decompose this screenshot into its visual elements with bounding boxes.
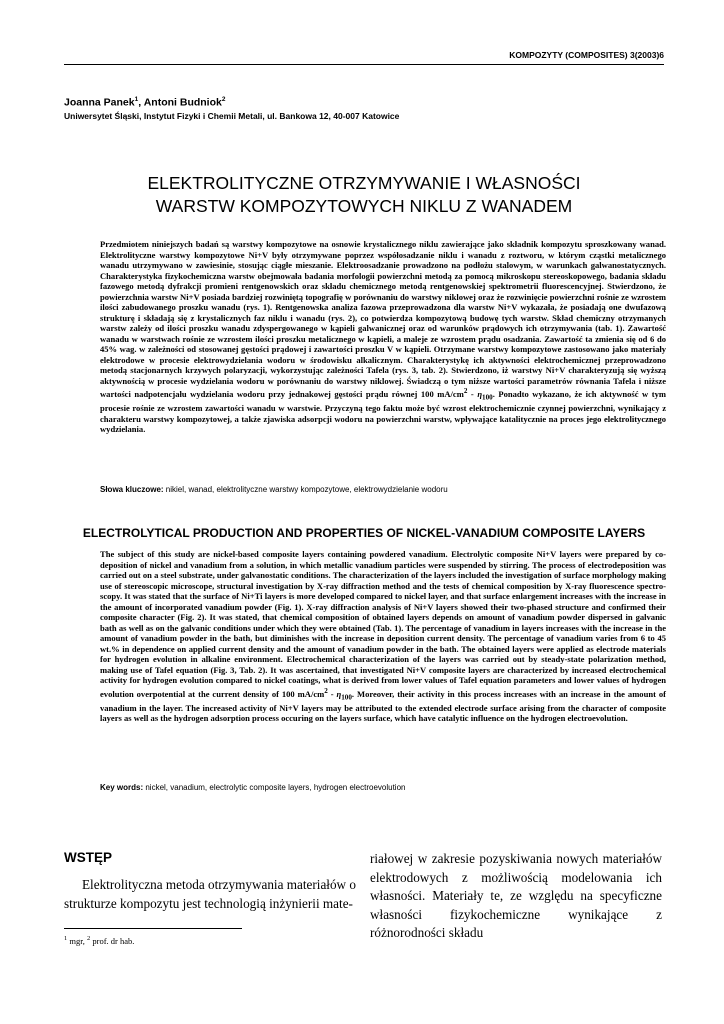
eta-symbol: η	[336, 688, 342, 699]
eta-symbol: η	[477, 388, 483, 399]
footnote-mark: 2	[86, 935, 91, 942]
keywords-polish	[100, 485, 448, 494]
title-polish	[64, 172, 664, 218]
abstract-text: The subject of this study are nickel-based composite layers containing powdered vanadium. Electrolytic composite Ni+V layers were prepared by co-deposition of nickel and vanadium from a solution, in which metallic vanadium particles were suspended by stirring. The process of electrodeposition was carried out on a steel substrate, under galvanostatic conditions. The characterization of the layers included the investigation of surface morphology making use of stereoscopic microscope, structural investigation by X-ray diffraction method and the tests of chemical composition by X-ray fluorescence spectro-scopy. It was stated that the surface of Ni+Ti layers is more developed compared to nickel layer, and that surface enlargement increases with the increase in the amount of incorporated vanadium powder (Fig. 1). X-ray diffraction analysis of Ni+V layers showed their two-phased structure and confirmed their composite character (Fig. 2). It was stated, that chemical composition of obtained layers depends on amount of vanadium powder dispersed in galvanic bath as well as on the galvanic conditions under which they were obtained (Tab. 1). The percentage of vanadium in layers increases with the increase in the amount of vanadium powder in the bath, but diminishes with the increase in deposition current density. The percentage of vanadium varies from 6 to 45 wt.% in dependence on applied current density and the amount of vanadium powder in the bath. The obtained layers were applied as electrode materials for hydrogen evolution in alkaline environment. Electrochemical characterization of the layers was carried out by steady-state polarization method, making use of Tafel equation (Fig. 3, Tab. 2). It was ascertained, that investigated Ni+V composite layers are characterized by increased electrochemical activity for hydrogen evolution compared to nickel coatings, what is derived from lower values of Tafel equation parameters and lower values of hydrogen evolution overpotential at the current density of 100 mA/cm	[100, 549, 666, 699]
abstract-english	[100, 549, 666, 724]
abstract-text: . Ponadto wykazano, że ich aktywność w tym procesie rośnie ze wzrostem zawartości wanadu w warstwie. Przyczyną tego faktu może być wzrost elektrochemicznie czynnej powierzchni, wynikający z charakteru warstwy kompozytowej, a także zjawiska adsorpcji wodoru na powierzchni warstw, wpływające katalitycznie na proces jego elektrolitycznego wydzielania.	[100, 388, 666, 435]
title-english: ELECTROLYTICAL PRODUCTION AND PROPERTIES OF NICKEL-VANADIUM COMPOSITE LAYERS	[82, 526, 646, 540]
body-text-left-column: Elektrolityczna metoda otrzymywania materiałów o strukturze kompozytu jest technologią inżynierii mate-	[64, 877, 356, 911]
superscript: 2	[324, 686, 328, 695]
dash: -	[327, 688, 337, 699]
body-text-right-column: riałowej w zakresie pozyskiwania nowych materiałów elektrodowych z możliwością modelowania ich własności. Materiały te, ze względu na specyficzne własności fizykochemiczne wynikające z różnorodności składu	[370, 851, 662, 940]
keywords-label: Słowa kluczowe:	[100, 485, 164, 494]
author-footnote-mark: 1	[134, 96, 139, 103]
title-line: WARSTW KOMPOZYTOWYCH NIKLU Z WANADEM	[155, 196, 573, 216]
footnote	[64, 935, 134, 946]
dash: -	[467, 388, 478, 399]
author-name: Antoni Budniok	[143, 96, 222, 109]
header-rule	[64, 64, 664, 65]
keywords-label: Key words:	[100, 783, 144, 792]
superscript: 2	[463, 387, 468, 395]
footnote-mark: 1	[64, 935, 68, 942]
keywords-text: nikiel, wanad, elektrolityczne warstwy kompozytowe, elektrowydzielanie wodoru	[163, 485, 448, 494]
subscript: 100	[482, 393, 493, 402]
author-footnote-mark: 2	[221, 96, 226, 103]
abstract-text: . Moreover, their activity in this process increases with an increase in the amount of vanadium in the layer. The increased activity of Ni+V layers may be attributed to the extended electrode surface arising from the character of composite layers as well as the hydrogen adsorption process occuring on the layers surface, which have catalytic influence on the hydrogen electroevolution.	[100, 688, 667, 724]
title-line: ELEKTROLITYCZNE OTRZYMYWANIE I WŁASNOŚCI	[147, 173, 581, 193]
abstract-text: Przedmiotem niniejszych badań są warstwy kompozytowe na osnowie krystalicznego niklu zawierające jako składnik kompozytu sproszkowany wanad. Elektrolityczne warstwy kompozytowe Ni+V były otrzymywane poprzez współosadzanie niklu i wanadu z roztworu, w którym cząstki metalicznego wanadu utrzymywano w zawiesinie, stosując ciągłe mieszanie. Elektroosadzanie prowadzono na podłożu stalowym, w warunkach galwanostatycznych. Charakterystyka fizykochemiczna warstw obejmowała badania morfologii powierzchni metodą za pomocą mikroskopu stereoskopowego, badania składu fazowego metodą dyfrakcji promieni rentgenowskich oraz składu chemicznego metodą rentgenowskiej spektrometrii fluorescencyjnej. Stwierdzono, że powierzchnia warstw Ni+V posiada bardziej rozwiniętą topografię w porównaniu do warstwy niklowej oraz że rozwinięcie powierzchni rośnie ze wzrostem ilości zabudowanego proszku wanadu (rys. 1). Rentgenowska analiza fazowa przeprowadzona dla warstw Ni+V wykazała, że posiadają one dwufazową strukturę i składają się z krystalicznych faz niklu i wanadu (rys. 2), co potwierdza kompozytową budowę tych warstw. Skład chemiczny otrzymanych warstw zależy od ilości proszku wanadu zdyspergowanego w kąpieli galwanicznej oraz od warunków prądowych ich otrzymywania (tab. 1). Zawartość wanadu w warstwach rośnie ze wzrostem ilości proszku metalicznego w kąpieli, a maleje ze wzrostem prądu osadzania. Zawartość ta zmienia się od 6 do 45% wag. w zależności od stosowanej gęstości prądowej i zawartości proszku V w kąpieli. Otrzymane warstwy kompozytowe zastosowano jako materiały elektrodowe w procesie elektrowydzielania wodoru w środowisku alkalicznym. Charakterystykę ich aktywności elektrochemicznej przeprowadzono metodą stacjonarnych krzywych polaryzacji, wykorzystując zależności Tafela (rys. 3, tab. 2). Stwierdzono, iż warstwy Ni+V charakteryzują się wyższą aktywnością w procesie wydzielania wodoru w porównaniu do warstwy niklowej. Świadczą o tym niższe wartości parametrów równania Tafela i niższe wartości nadpotencjału wydzielania wodoru przy jednakowej gęstości prądu równej 100 mA/cm	[100, 239, 666, 399]
footnote-text: mgr,	[67, 935, 87, 946]
author-separator: ,	[138, 96, 144, 109]
subscript: 100	[341, 693, 352, 702]
footnote-text: prof. dr hab.	[90, 935, 135, 946]
section-heading: WSTĘP	[64, 850, 113, 865]
keywords-english	[100, 783, 405, 792]
keywords-text: nickel, vanadium, electrolytic composite layers, hydrogen electroevolution	[143, 783, 406, 792]
abstract-polish	[100, 239, 666, 435]
authors-line	[64, 96, 225, 109]
author-name: Joanna Panek	[64, 96, 135, 109]
affiliation: Uniwersytet Śląski, Instytut Fizyki i Chemii Metali, ul. Bankowa 12, 40-007 Katowice	[64, 111, 400, 121]
footnote-rule	[64, 928, 242, 929]
journal-header: KOMPOZYTY (COMPOSITES) 3(2003)6	[509, 50, 664, 60]
